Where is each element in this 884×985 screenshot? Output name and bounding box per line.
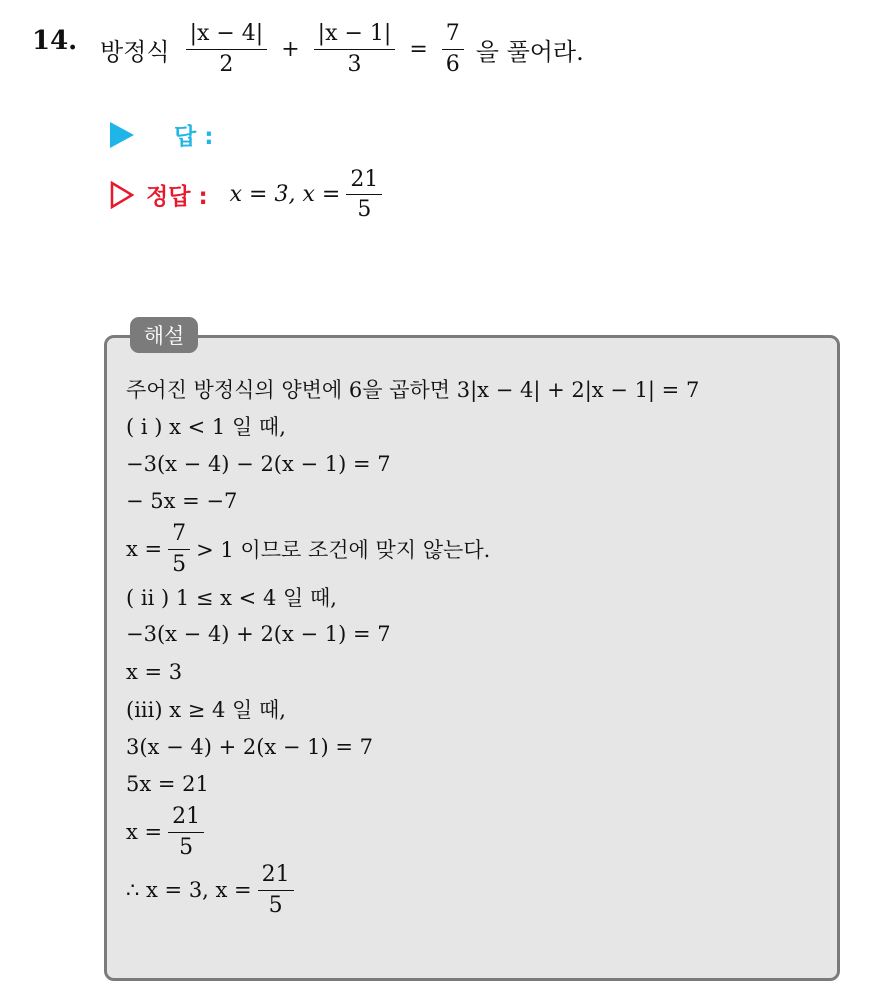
outline-triangle-icon xyxy=(110,181,134,209)
question-statement xyxy=(100,14,594,84)
explanation-line-12-fraction xyxy=(168,805,204,858)
fraction-2-denominator: 3 xyxy=(347,51,362,77)
fraction-3 xyxy=(442,22,464,75)
explanation-line-12-lhs: x = xyxy=(126,820,163,844)
explanation-line-4: − 5x = −7 xyxy=(126,489,238,514)
solution-fraction xyxy=(346,168,382,221)
fraction-3-numerator: 7 xyxy=(442,22,464,49)
fraction-1-denominator: 2 xyxy=(219,51,234,77)
fraction-1 xyxy=(186,22,268,75)
question-suffix: 을 풀어라. xyxy=(475,37,584,66)
explanation-line-12 xyxy=(126,803,699,861)
explanation-line-10: 3(x − 4) + 2(x − 1) = 7 xyxy=(126,734,374,759)
explanation-line-13-numerator: 21 xyxy=(258,863,294,890)
explanation-line-3: −3(x − 4) − 2(x − 1) = 7 xyxy=(126,451,391,476)
solution-math xyxy=(230,168,389,221)
plus-sign: + xyxy=(281,36,300,62)
explanation-line-8: x = 3 xyxy=(126,659,183,684)
answer-row xyxy=(110,118,213,151)
explanation-line-2: ( i ) x < 1 일 때, xyxy=(126,415,286,440)
explanation-line-11: 5x = 21 xyxy=(126,772,209,797)
explanation-line-5-lhs: x = xyxy=(126,537,163,561)
explanation-line-1: 주어진 방정식의 양변에 6을 곱하면 3|x − 4| + 2|x − 1| = 7 xyxy=(126,377,700,402)
explanation-tag: 해설 xyxy=(130,317,198,353)
explanation-line-5-rhs: > 1 이므로 조건에 맞지 않는다. xyxy=(196,538,491,562)
fraction-2 xyxy=(314,22,396,75)
solution-fraction-denominator: 5 xyxy=(357,197,372,223)
explanation-line-7: −3(x − 4) + 2(x − 1) = 7 xyxy=(126,622,391,647)
explanation-line-13-fraction xyxy=(258,863,294,916)
explanation-line-5 xyxy=(126,520,699,578)
explanation-lines xyxy=(126,370,699,919)
answer-label: 답 : xyxy=(174,124,214,150)
solution-text: x = 3, x = xyxy=(229,182,341,208)
explanation-line-9: (iii) x ≥ 4 일 때, xyxy=(126,698,286,723)
explanation-line-5-denominator: 5 xyxy=(172,551,187,577)
question-number: 14. xyxy=(32,26,78,56)
fraction-1-numerator: |x − 4| xyxy=(186,22,268,49)
question-prefix: 방정식 xyxy=(100,37,170,66)
explanation-line-13 xyxy=(126,861,699,919)
explanation-line-13-denominator: 5 xyxy=(268,892,283,918)
explanation-line-5-fraction xyxy=(168,522,190,575)
explanation-line-5-numerator: 7 xyxy=(168,522,190,549)
play-triangle-icon xyxy=(110,122,134,148)
explanation-line-12-numerator: 21 xyxy=(168,805,204,832)
solution-label: 정답 : xyxy=(146,184,208,211)
solution-row xyxy=(110,168,388,221)
solution-fraction-numerator: 21 xyxy=(346,168,382,195)
explanation-line-12-denominator: 5 xyxy=(179,834,194,860)
equals-sign: = xyxy=(409,36,428,62)
explanation-line-13-lhs: ∴ x = 3, x = xyxy=(126,878,252,902)
explanation-line-6: ( ii ) 1 ≤ x < 4 일 때, xyxy=(126,585,337,610)
fraction-3-denominator: 6 xyxy=(445,51,460,77)
fraction-2-numerator: |x − 1| xyxy=(314,22,396,49)
